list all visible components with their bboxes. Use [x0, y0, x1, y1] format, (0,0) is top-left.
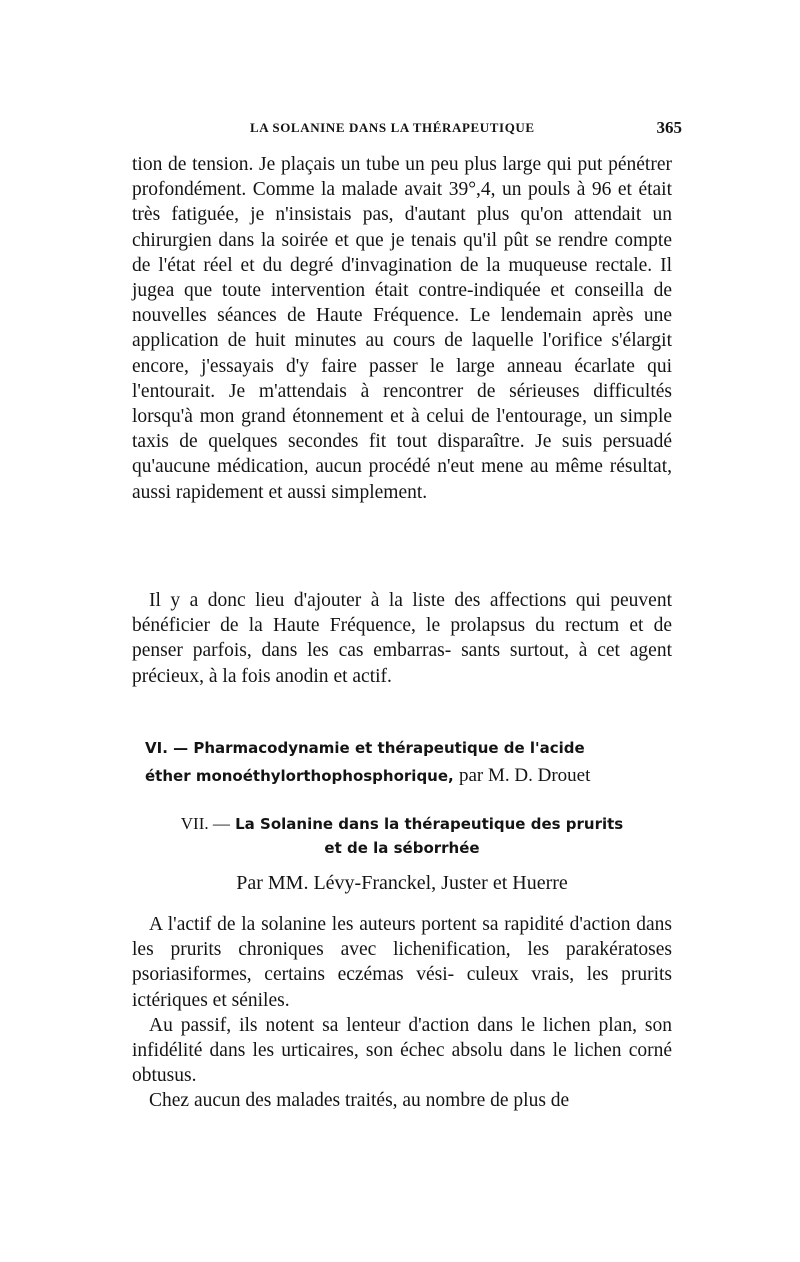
section-vi-author: par M. D. Drouet: [458, 765, 591, 786]
section-vi-title-line1: VI. — Pharmacodynamie et thérapeutique de l'acide: [145, 739, 585, 757]
section-vii-body: [132, 912, 672, 1114]
section-vii-authors: Par MM. Lévy-Franckel, Juster et Huerre: [236, 872, 568, 894]
running-title: LA SOLANINE DANS LA THÉRAPEUTIQUE: [250, 120, 535, 135]
paragraph-2: [132, 588, 672, 689]
paragraph-text: Au passif, ils notent sa lenteur d'action dans le lichen plan, son infidélité dans les urticaires, son échec absolu dans le lichen corné obtusus.: [132, 1014, 673, 1087]
paragraph-text: Il y a donc lieu d'ajouter à la liste des affections qui peuvent bénéficier de la Haute Fréquence, le prolapsus du rectum et de penser parfois, dans les cas embarras- sants surtout, à cet agent précieux, à la fois anodin et actif.: [132, 590, 673, 687]
paragraph-text: tion de tension. Je plaçais un tube un peu plus large qui put pénétrer profondément. Comme la malade avait 39°,4, un pouls à 96 et était très fatiguée, je n'insistais pas, d'autant plus qu'on attendait un chirurgien dans la soirée et que je tenais qu'il pût se rendre compte de l'état réel et du degré d'invagination de la muqueuse rectale. Il jugea que toute intervention était contre-indiquée et conseilla de nouvelles séances de Haute Fréquence. Le lendemain après une application de huit minutes au cours de laquelle l'orifice s'élargit encore, j'essayais d'y faire passer le large anneau écarlate qui l'entourait. Je m'attendais à rencontrer de sérieuses difficultés lorsqu'à mon grand étonnement et à celui de l'entourage, un simple taxis de quelques secondes fit tout disparaître. Je suis persuadé qu'aucune médication, aucun procédé n'eut mene au même résultat, aussi rapidement et aussi simplement.: [132, 154, 673, 503]
paragraph-text: A l'actif de la solanine les auteurs portent sa rapidité d'action dans les prurits chroniques avec lichenification, les parakératoses psoriasiformes, certains eczémas vési- culeux vrais, les prurits ictériques et séniles.: [132, 914, 673, 1011]
paragraph-text: Chez aucun des malades traités, au nombre de plus de: [149, 1090, 570, 1112]
section-vii-number: VII. —: [180, 814, 230, 833]
section-vii-title-line1: VII. — La Solanine dans la thérapeutique des prurits: [180, 814, 624, 833]
section-vii-title-line2: et de la séborrhée: [324, 839, 480, 857]
page-header: [132, 118, 682, 142]
section-vi-title-line2: éther monoéthylorthophosphorique, par M. D. Drouet: [145, 765, 591, 786]
page-number: 365: [656, 118, 682, 137]
section-vii-heading: [132, 812, 672, 860]
section-vi-heading: [145, 735, 675, 790]
paragraph-1: [132, 152, 672, 505]
